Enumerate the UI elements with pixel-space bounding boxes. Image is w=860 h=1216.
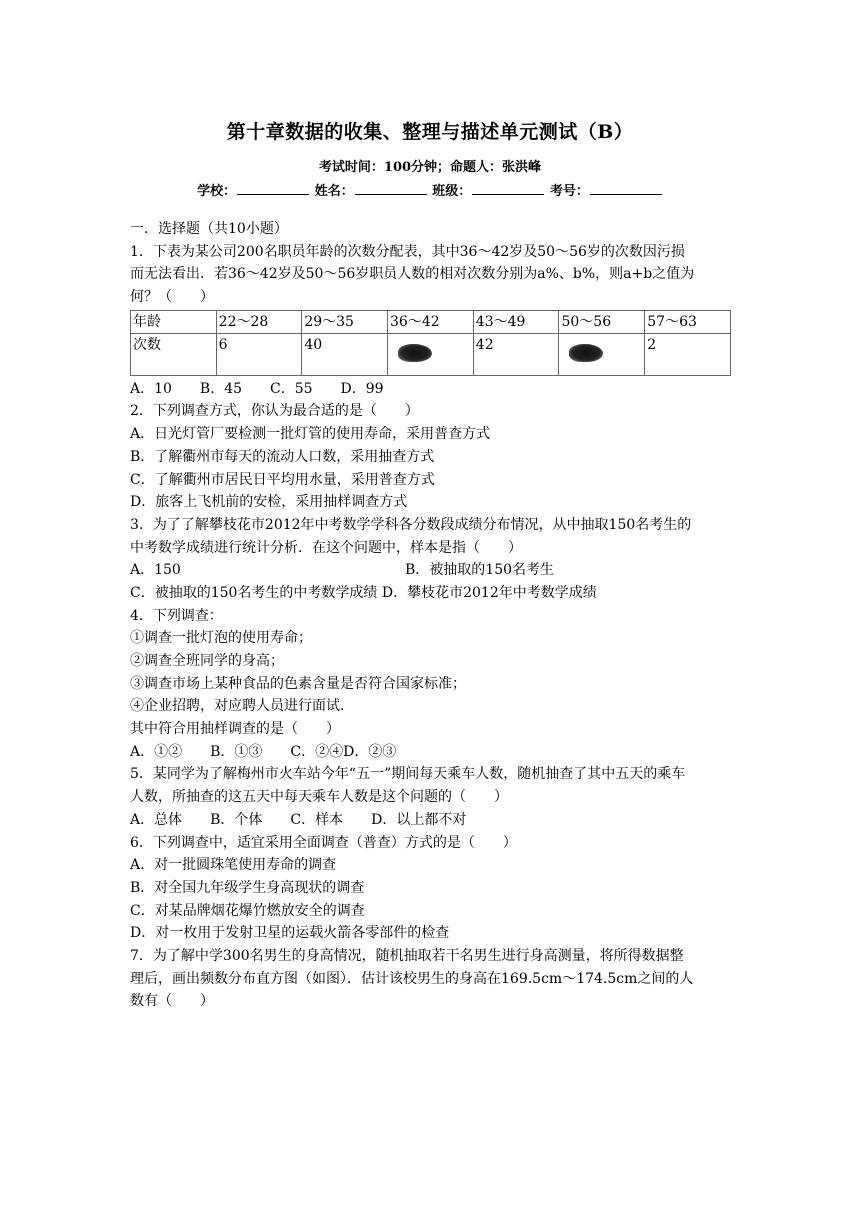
table-cell: 42 [473, 333, 559, 375]
q1-stem-2: 而无法看出．若36～42岁及50～56岁职员人数的相对次数分别为a%、b%，则a+b之值为 [130, 266, 695, 283]
q6-stem: 6．下列调查中，适宜采用全面调查（普查）方式的是（ ） [130, 834, 517, 851]
table-cell: 22～28 [216, 310, 302, 333]
school-blank [237, 182, 309, 195]
q4-stem: 4．下列调查： [130, 607, 223, 624]
q4-item-2: ②调查全班同学的身高； [130, 653, 284, 669]
table-cell-smudged [388, 333, 474, 375]
page-title: 第十章数据的收集、整理与描述单元测试（B） [226, 121, 634, 143]
age-frequency-table [130, 310, 731, 376]
table-cell: 36～42 [388, 310, 474, 333]
table-cell: 43～49 [473, 310, 559, 333]
q5-stem-2: 人数，所抽查的这五天中每天乘车人数是这个问题的（ ） [130, 789, 508, 806]
q7-stem-1: 7．为了解中学300名男生的身高情况，随机抽取若干名男生进行身高测量，将所得数据整 [130, 947, 684, 964]
q5-stem-1: 5．某同学为了解梅州市火车站今年“五一”期间每天乘车人数，随机抽查了其中五天的乘车 [130, 766, 686, 783]
ink-smudge [398, 344, 432, 362]
school-label: 学校： [197, 184, 237, 199]
table-cell: 2 [645, 333, 731, 375]
q7-stem-2: 理后，画出频数分布直方图（如图）．估计该校男生的身高在169.5cm～174.5cm之间的人 [130, 970, 694, 987]
class-blank [472, 182, 544, 195]
name-blank [355, 182, 427, 195]
q2-option-b: B．了解衢州市每天的流动人口数，采用抽查方式 [130, 448, 435, 465]
id-label: 考号： [549, 184, 589, 199]
q3-options-ab [130, 559, 730, 582]
class-label: 班级： [432, 184, 472, 199]
q3-option-b: B．被抽取的150名考生 [405, 562, 555, 579]
q3-stem-1: 3．为了了解攀枝花市2012年中考数学学科各分数段成绩分布情况，从中抽取150名考生的 [130, 516, 692, 533]
q3-stem-2: 中考数学成绩进行统计分析．在这个问题中，样本是指（ ） [130, 539, 522, 556]
q1-stem-1: 1．下表为某公司200名职员年龄的次数分配表，其中36～42岁及50～56岁的次数因污损 [130, 243, 685, 260]
q6-option-c: C．对某品牌烟花爆竹燃放安全的调查 [130, 902, 365, 919]
q4-options: A．①② B．①③ C．②④D．②③ [130, 743, 397, 760]
id-blank [590, 182, 662, 195]
q3-options-cd: C．被抽取的150名考生的中考数学成绩 D．攀枝花市2012年中考数学成绩 [130, 584, 597, 601]
q2-option-a: A．日光灯管厂要检测一批灯管的使用寿命，采用普查方式 [130, 426, 491, 443]
table-cell: 年龄 [131, 310, 217, 333]
table-cell: 次数 [131, 333, 217, 375]
q4-item-1: ①调查一批灯泡的使用寿命； [130, 630, 312, 647]
exam-subtitle: 考试时间：100分钟；命题人：张洪峰 [318, 160, 542, 175]
q6-option-d: D．对一枚用于发射卫星的运载火箭各零部件的检查 [130, 925, 450, 942]
q6-option-b: B．对全国九年级学生身高现状的调查 [130, 879, 365, 896]
section-heading: 一．选择题（共10小题） [130, 221, 288, 237]
table-cell: 29～35 [302, 310, 388, 333]
q2-option-d: D．旅客上飞机前的安检，采用抽样调查方式 [130, 494, 408, 511]
ink-smudge [569, 344, 603, 362]
table-row [131, 333, 731, 375]
q5-options: A．总体 B．个体 C．样本 D．以上都不对 [130, 811, 467, 828]
table-header-row [131, 310, 731, 333]
q4-ask: 其中符合用抽样调查的是（ ） [130, 721, 340, 738]
question-list [130, 218, 730, 1013]
table-cell: 6 [216, 333, 302, 375]
q6-option-a: A．对一批圆珠笔使用寿命的调查 [130, 857, 337, 874]
table-cell: 50～56 [559, 310, 645, 333]
table-cell: 40 [302, 333, 388, 375]
q4-item-4: ④企业招聘，对应聘人员进行面试． [130, 698, 354, 715]
q1-options: A．10 B．45 C．55 D．99 [130, 380, 384, 397]
table-cell: 57～63 [645, 310, 731, 333]
student-info-line [0, 180, 860, 199]
q7-stem-3: 数有（ ） [130, 993, 214, 1010]
q2-stem: 2．下列调查方式，你认为最合适的是（ ） [130, 403, 419, 420]
name-label: 姓名： [314, 184, 354, 199]
q4-item-3: ③调查市场上某种食品的色素含量是否符合国家标准； [130, 675, 466, 692]
q1-stem-3: 何？（ ） [130, 289, 214, 306]
q3-option-a: A．150 [130, 562, 181, 579]
table-cell-smudged [559, 333, 645, 375]
q2-option-c: C．了解衢州市居民日平均用水量，采用普查方式 [130, 471, 435, 488]
